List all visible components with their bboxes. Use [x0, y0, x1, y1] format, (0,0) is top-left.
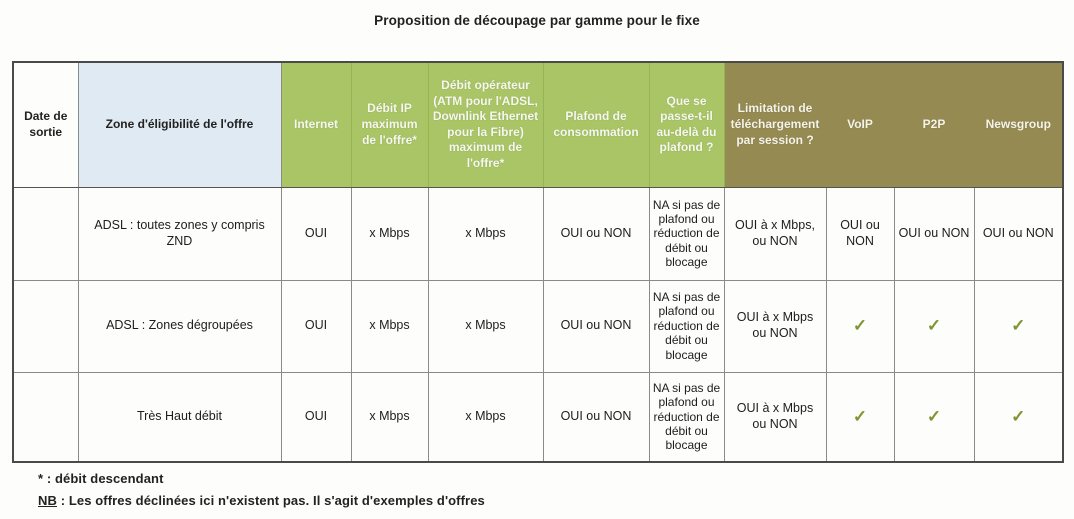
- col-header-limitation-telechargement: Limitation de téléchargement par session ?: [724, 62, 826, 187]
- cell-internet: OUI: [281, 372, 351, 462]
- cell-debit-operateur: x Mbps: [428, 280, 543, 372]
- footnotes: [38, 471, 1074, 508]
- cell-date: [13, 372, 78, 462]
- checkmark-newsgroup: ✓: [974, 280, 1063, 372]
- cell-date: [13, 187, 78, 280]
- checkmark-p2p: ✓: [894, 372, 974, 462]
- col-header-p2p: P2P: [894, 62, 974, 187]
- footnote-nb-label: NB: [38, 493, 57, 508]
- col-header-debit-operateur: Débit opérateur (ATM pour l'ADSL, Downlink Ethernet pour la Fibre) maximum de l'offre*: [428, 62, 543, 187]
- cell-plafond: OUI ou NON: [543, 280, 649, 372]
- footnote-debit-descendant: * : débit descendant: [38, 471, 164, 486]
- cell-limitation: OUI à x Mbps, ou NON: [724, 187, 826, 280]
- checkmark-voip: ✓: [826, 280, 894, 372]
- checkmark-voip: ✓: [826, 372, 894, 462]
- table-row-tres-haut-debit: [13, 372, 1063, 462]
- cell-voip: OUI ou NON: [826, 187, 894, 280]
- cell-zone: ADSL : toutes zones y compris ZND: [78, 187, 281, 280]
- cell-debit-operateur: x Mbps: [428, 372, 543, 462]
- page-title: Proposition de découpage par gamme pour le fixe: [374, 13, 700, 28]
- footnote-nb-text: : Les offres déclinées ici n'existent pas. Il s'agit d'exemples d'offres: [56, 493, 485, 508]
- cell-limitation: OUI à x Mbps ou NON: [724, 280, 826, 372]
- table-row-adsl-toutes-zones: [13, 187, 1063, 280]
- col-header-zone-eligibilite: Zone d'éligibilité de l'offre: [78, 62, 281, 187]
- footnote-nb: [38, 493, 1074, 508]
- offers-table: [12, 61, 1064, 463]
- cell-limitation: OUI à x Mbps ou NON: [724, 372, 826, 462]
- cell-p2p: OUI ou NON: [894, 187, 974, 280]
- cell-zone: Très Haut débit: [78, 372, 281, 462]
- cell-plafond: OUI ou NON: [543, 187, 649, 280]
- cell-plafond: OUI ou NON: [543, 372, 649, 462]
- col-header-internet: Internet: [281, 62, 351, 187]
- cell-zone: ADSL : Zones dégroupées: [78, 280, 281, 372]
- cell-au-dela: NA si pas de plafond ou réduction de débit ou blocage: [649, 187, 724, 280]
- checkmark-newsgroup: ✓: [974, 372, 1063, 462]
- cell-debit-ip: x Mbps: [351, 372, 428, 462]
- checkmark-p2p: ✓: [894, 280, 974, 372]
- table-row-adsl-zones-degroupees: [13, 280, 1063, 372]
- cell-au-dela: NA si pas de plafond ou réduction de débit ou blocage: [649, 280, 724, 372]
- cell-newsgroup: OUI ou NON: [974, 187, 1063, 280]
- col-header-plafond-consommation: Plafond de consommation: [543, 62, 649, 187]
- col-header-debit-ip: Débit IP maximum de l'offre*: [351, 62, 428, 187]
- cell-debit-ip: x Mbps: [351, 280, 428, 372]
- cell-debit-operateur: x Mbps: [428, 187, 543, 280]
- header-row: [13, 62, 1063, 187]
- cell-internet: OUI: [281, 280, 351, 372]
- col-header-au-dela-plafond: Que se passe-t-il au-delà du plafond ?: [649, 62, 724, 187]
- col-header-date-de-sortie: Date de sortie: [13, 62, 78, 187]
- col-header-newsgroup: Newsgroup: [974, 62, 1063, 187]
- cell-date: [13, 280, 78, 372]
- col-header-voip: VoIP: [826, 62, 894, 187]
- cell-debit-ip: x Mbps: [351, 187, 428, 280]
- cell-internet: OUI: [281, 187, 351, 280]
- cell-au-dela: NA si pas de plafond ou réduction de débit ou blocage: [649, 372, 724, 462]
